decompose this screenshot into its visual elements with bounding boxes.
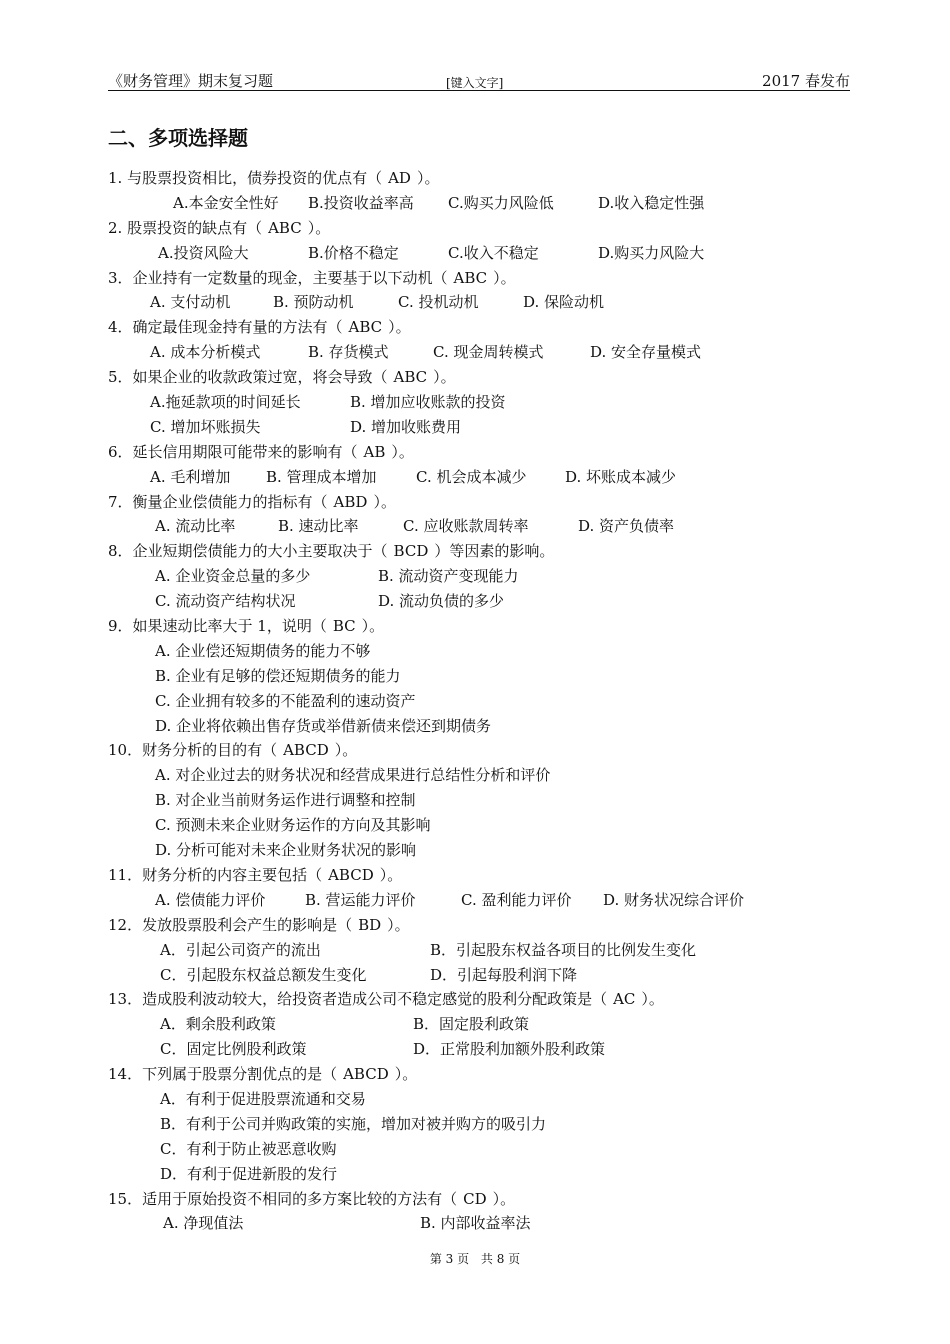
option-row — [108, 1162, 850, 1187]
option-row — [108, 390, 850, 415]
question-text: 4．确定最佳现金持有量的方法有（ — [108, 318, 343, 337]
question-text: 6．延长信用期限可能带来的影响有（ — [108, 442, 358, 461]
question-answer: BCD — [393, 542, 429, 561]
question-answer: ABCD — [283, 741, 329, 760]
option-item: B. 营运能力评价 — [305, 890, 416, 909]
option-item: C. 现金周转模式 — [433, 343, 544, 362]
option-row — [108, 1137, 850, 1162]
question-text: 11．财务分析的内容主要包括（ — [108, 865, 323, 884]
option-item: A.投资风险大 — [158, 243, 249, 262]
question-text: 15．适用于原始投资不相同的多方案比较的方法有（ — [108, 1189, 458, 1208]
header-placeholder: [键入文字] — [446, 76, 504, 90]
option-item: A. 净现值法 — [163, 1214, 244, 1233]
question-stem — [108, 1062, 850, 1087]
option-row — [108, 1087, 850, 1112]
option-row — [108, 564, 850, 589]
question-answer: ABC — [268, 218, 302, 237]
option-row — [108, 963, 850, 988]
question-text-end: ）。 — [391, 442, 414, 461]
option-item: D. 分析可能对未来企业财务状况的影响 — [155, 841, 417, 860]
option-item: A. 支付动机 — [150, 293, 231, 312]
section-title: 二、多项选择题 — [108, 126, 248, 150]
question-stem — [108, 539, 850, 564]
option-item: C. 应收账款周转率 — [403, 517, 529, 536]
question-text-end: ）。 — [307, 218, 331, 237]
option-item: B. 内部收益率法 — [420, 1214, 531, 1233]
option-item: C.收入不稳定 — [448, 243, 539, 262]
option-item: B. 企业有足够的偿还短期债务的能力 — [155, 666, 401, 685]
option-item: A．剩余股利政策 — [160, 1015, 276, 1034]
option-row — [108, 589, 850, 614]
option-item: B．固定股利政策 — [413, 1015, 530, 1034]
option-row — [108, 465, 850, 490]
option-item: A. 对企业过去的财务状况和经营成果进行总结性分析和评价 — [155, 766, 551, 785]
question-text-end: ）。 — [416, 169, 440, 187]
question-text: 5．如果企业的收款政策过宽，将会导致（ — [108, 368, 388, 387]
question-answer: ABC — [348, 318, 383, 337]
option-row — [108, 1112, 850, 1137]
question-text-end: ）。 — [373, 492, 396, 511]
option-item: B. 存货模式 — [308, 343, 389, 362]
option-item: C．引起股东权益总额发生变化 — [160, 965, 367, 984]
question-text-end: ）。 — [387, 915, 410, 934]
option-item: C. 投机动机 — [398, 293, 479, 312]
option-item: D．引起每股利润下降 — [430, 965, 578, 984]
option-item: D. 流动负债的多少 — [378, 592, 505, 611]
option-item: B.价格不稳定 — [308, 243, 399, 262]
option-item: D. 坏账成本减少 — [565, 467, 677, 486]
option-item: A. 企业偿还短期债务的能力不够 — [155, 641, 371, 660]
option-item: B. 预防动机 — [273, 293, 354, 312]
option-row — [108, 1211, 850, 1236]
question-text: 9．如果速动比率大于 1，说明（ — [108, 617, 327, 636]
option-item: A. 偿债能力评价 — [155, 890, 266, 909]
option-item: A. 企业资金总量的多少 — [155, 567, 311, 586]
option-item: D. 保险动机 — [523, 293, 605, 312]
option-item: A．有利于促进股票流通和交易 — [160, 1089, 366, 1108]
option-row — [108, 813, 850, 838]
option-row — [108, 838, 850, 863]
option-item: B. 速动比率 — [278, 517, 359, 536]
option-item: D.收入稳定性强 — [598, 193, 705, 212]
question-text: 12．发放股票股利会产生的影响是（ — [108, 915, 353, 934]
option-item: B. 对企业当前财务运作进行调整和控制 — [155, 791, 416, 810]
question-answer: AD — [388, 169, 411, 187]
option-item: C. 机会成本减少 — [416, 467, 527, 486]
option-row — [108, 241, 850, 266]
question-stem — [108, 490, 850, 515]
question-list — [108, 166, 850, 1236]
option-item: C. 盈利能力评价 — [461, 890, 572, 909]
option-item: B. 管理成本增加 — [266, 467, 377, 486]
option-row — [108, 763, 850, 788]
option-item: D.购买力风险大 — [598, 243, 705, 262]
option-item: C. 流动资产结构状况 — [155, 592, 296, 611]
option-item: D．正常股利加额外股利政策 — [413, 1040, 606, 1059]
option-item: B.投资收益率高 — [308, 193, 414, 212]
option-item: A. 毛利增加 — [150, 467, 231, 486]
question-answer: ABCD — [328, 865, 374, 884]
option-row — [108, 938, 850, 963]
option-item: B．引起股东权益各项目的比例发生变化 — [430, 940, 697, 959]
option-row — [108, 1037, 850, 1062]
question-text: 14．下列属于股票分割优点的是（ — [108, 1065, 338, 1084]
question-stem — [108, 315, 850, 340]
header-doc-title: 《财务管理》期末复习题 — [108, 72, 274, 90]
question-text: 10．财务分析的目的有（ — [108, 741, 278, 760]
question-text-end: ）。 — [394, 1065, 418, 1084]
option-item: A.本金安全性好 — [173, 193, 279, 212]
question-text-end: ）。 — [433, 368, 456, 387]
question-text-end: ）等因素的影响。 — [434, 542, 555, 561]
question-text-end: ）。 — [492, 1189, 516, 1208]
question-stem — [108, 614, 850, 639]
question-stem — [108, 365, 850, 390]
question-stem — [108, 166, 850, 191]
question-text: 13．造成股利波动较大，给投资者造成公司不稳定感觉的股利分配政策是（ — [108, 990, 608, 1009]
option-row — [108, 1012, 850, 1037]
option-row — [108, 290, 850, 315]
question-answer: ABC — [393, 368, 428, 387]
page-header — [108, 66, 850, 91]
question-text: 3．企业持有一定数量的现金，主要基于以下动机（ — [108, 268, 448, 287]
option-item: B. 增加应收账款的投资 — [350, 393, 506, 412]
question-text: 7．衡量企业偿债能力的指标有（ — [108, 492, 328, 511]
question-text-end: ）。 — [641, 990, 664, 1009]
question-text-end: ）。 — [334, 741, 358, 760]
question-answer: AC — [613, 990, 636, 1009]
question-stem — [108, 266, 850, 291]
option-item: D．有利于促进新股的发行 — [160, 1164, 338, 1183]
option-item: A．引起公司资产的流出 — [160, 940, 321, 959]
page-footer — [0, 1250, 950, 1267]
header-release: 2017 春发布 — [762, 72, 850, 90]
page-number: 第 3 页 — [429, 1252, 470, 1266]
question-stem — [108, 863, 850, 888]
question-answer: AB — [363, 442, 386, 461]
question-text: 2. 股票投资的缺点有（ — [108, 218, 263, 237]
option-row — [108, 415, 850, 440]
option-item: C. 企业拥有较多的不能盈利的速动资产 — [155, 691, 416, 710]
question-text-end: ）。 — [379, 865, 403, 884]
question-text-end: ）。 — [361, 617, 385, 636]
option-row — [108, 689, 850, 714]
question-text-end: ）。 — [388, 318, 411, 337]
option-row — [108, 639, 850, 664]
option-row — [108, 714, 850, 739]
question-text: 8．企业短期偿债能力的大小主要取决于（ — [108, 542, 388, 561]
question-answer: ABCD — [343, 1065, 389, 1084]
option-row — [108, 340, 850, 365]
question-answer: ABC — [453, 268, 488, 287]
option-item: C.购买力风险低 — [448, 193, 554, 212]
option-row — [108, 664, 850, 689]
question-stem — [108, 913, 850, 938]
question-text-end: ）。 — [493, 268, 516, 287]
question-stem — [108, 987, 850, 1012]
option-item: A. 成本分析模式 — [150, 343, 261, 362]
question-stem — [108, 738, 850, 763]
option-item: C. 增加坏账损失 — [150, 417, 261, 436]
option-item: D. 企业将依赖出售存货或举借新债来偿还到期债务 — [155, 716, 492, 735]
option-row — [108, 514, 850, 539]
question-stem — [108, 1187, 850, 1212]
option-item: D. 财务状况综合评价 — [603, 890, 745, 909]
option-item: C. 预测未来企业财务运作的方向及其影响 — [155, 816, 431, 835]
question-answer: ABD — [333, 492, 368, 511]
option-item: B. 流动资产变现能力 — [378, 567, 519, 586]
question-stem — [108, 440, 850, 465]
option-item: A. 流动比率 — [155, 517, 236, 536]
option-item: D. 安全存量模式 — [590, 343, 702, 362]
option-item: B．有利于公司并购政策的实施，增加对被并购方的吸引力 — [160, 1114, 547, 1133]
question-text: 1. 与股票投资相比，债券投资的优点有（ — [108, 169, 383, 187]
option-row — [108, 888, 850, 913]
question-answer: BC — [332, 617, 356, 636]
option-row — [108, 788, 850, 813]
option-item: C．有利于防止被恶意收购 — [160, 1139, 337, 1158]
question-answer: CD — [463, 1189, 487, 1208]
option-row — [108, 191, 850, 216]
page-total: 共 8 页 — [480, 1252, 521, 1266]
option-item: D. 增加收账费用 — [350, 417, 462, 436]
option-item: A.拖延款项的时间延长 — [150, 393, 301, 412]
option-item: D. 资产负债率 — [578, 517, 675, 536]
question-stem — [108, 216, 850, 241]
option-item: C．固定比例股利政策 — [160, 1040, 307, 1059]
question-answer: BD — [358, 915, 382, 934]
